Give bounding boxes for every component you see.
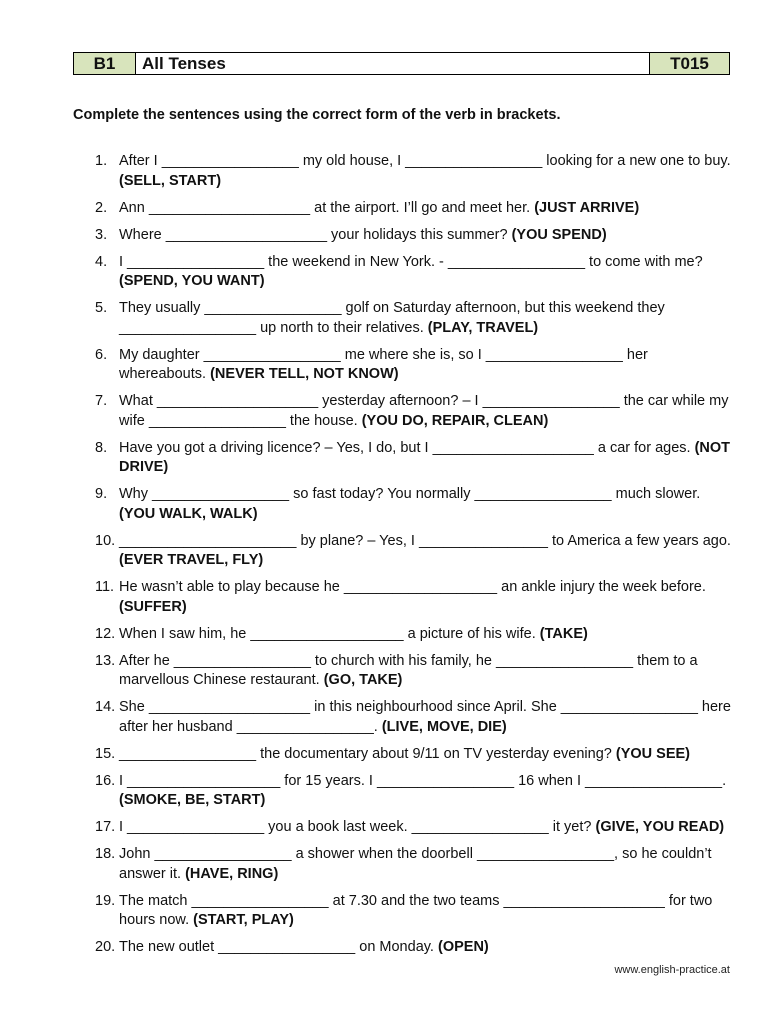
item-number: 12. (95, 625, 116, 642)
sentence-text: Ann ____________________ at the airport. I’ll go and meet her. (119, 199, 531, 216)
exercise-item (95, 892, 735, 931)
sentence-text: After he _________________ to church with his family, he _________________ them to a marvellous Chinese restaurant. (119, 652, 698, 688)
verb-hint: (PLAY, TRAVEL) (427, 319, 539, 336)
exercise-item (95, 578, 735, 617)
item-sentence (119, 392, 735, 431)
exercise-item (95, 226, 735, 246)
item-sentence (119, 485, 735, 524)
sentence-text: _________________ the documentary about 9/11 on TV yesterday evening? (119, 745, 612, 762)
verb-hint: (SMOKE, BE, START) (119, 792, 266, 808)
sentence-text: I ___________________ for 15 years. I _________________ 16 when I _________________. (119, 772, 727, 789)
verb-hint: (LIVE, MOVE, DIE) (381, 718, 507, 735)
verb-hint: (GIVE, YOU READ) (595, 819, 725, 835)
worksheet-title: All Tenses (136, 53, 650, 74)
item-number: 8. (95, 439, 108, 456)
sentence-text: I _________________ you a book last week. _________________ it yet? (119, 819, 592, 835)
sentence-text: The match _________________ at 7.30 and the two teams ____________________ for two hours now. (119, 892, 713, 928)
sentence-text: John _________________ a shower when the doorbell _________________, so he couldn’t answer it. (119, 846, 712, 882)
verb-hint: (GO, TAKE) (323, 672, 403, 688)
item-number: 3. (95, 226, 108, 243)
level-badge: B1 (74, 53, 136, 74)
item-sentence (119, 299, 735, 338)
footer-website: www.english-practice.at (614, 964, 730, 976)
verb-hint: (SPEND, YOU WANT) (119, 273, 265, 289)
item-sentence (119, 652, 735, 691)
verb-hint: (NEVER TELL, NOT KNOW) (210, 366, 399, 382)
sentence-text: She ____________________ in this neighbourhood since April. She _________________ here after her husband _________________. (119, 699, 731, 735)
item-number: 9. (95, 486, 108, 502)
item-sentence (119, 578, 735, 617)
exercise-item (95, 346, 735, 385)
sentence-text: Where ____________________ your holidays this summer? (119, 226, 508, 243)
item-sentence (119, 152, 735, 191)
worksheet-code: T015 (650, 53, 729, 74)
item-number: 16. (95, 772, 116, 789)
verb-hint: (SELL, START) (119, 172, 222, 189)
item-sentence (119, 226, 735, 246)
exercise-item (95, 152, 735, 191)
item-number: 7. (95, 393, 108, 409)
verb-hint: (TAKE) (539, 625, 588, 642)
item-sentence (119, 698, 735, 737)
verb-hint: (JUST ARRIVE) (534, 199, 640, 216)
item-sentence (119, 532, 735, 571)
sentence-text: The new outlet _________________ on Monday. (119, 939, 434, 955)
sentence-text: I _________________ the weekend in New York. - _________________ to come with me? (119, 253, 703, 270)
exercise-list (95, 152, 735, 965)
sentence-text: What ____________________ yesterday afternoon? – I _________________ the car while my wife _________________ the house. (119, 393, 729, 429)
sentence-text: My daughter _________________ me where she is, so I _________________ her whereabouts. (119, 346, 648, 382)
verb-hint: (YOU DO, REPAIR, CLEAN) (361, 412, 549, 429)
verb-hint: (EVER TRAVEL, FLY) (119, 552, 264, 568)
exercise-item (95, 532, 735, 571)
sentence-text: They usually _________________ golf on Saturday afternoon, but this weekend they _________________ up north to their relatives. (119, 300, 665, 336)
item-sentence (119, 845, 735, 884)
verb-hint: (YOU SEE) (615, 745, 691, 762)
sentence-text: Why _________________ so fast today? You normally _________________ much slower. (119, 486, 701, 502)
exercise-item (95, 485, 735, 524)
verb-hint: (YOU SPEND) (511, 226, 607, 243)
sentence-text: ______________________ by plane? – Yes, I ________________ to America a few years ago. (119, 532, 731, 549)
item-number: 1. (95, 153, 108, 169)
item-number: 11. (95, 579, 115, 595)
item-sentence (119, 818, 735, 838)
exercise-item (95, 772, 735, 811)
instructions: Complete the sentences using the correct form of the verb in brackets. (73, 107, 561, 123)
exercise-item (95, 818, 735, 838)
exercise-item (95, 439, 735, 478)
item-sentence (119, 346, 735, 385)
verb-hint: (SUFFER) (119, 598, 187, 615)
item-number: 18. (95, 846, 116, 862)
item-number: 19. (95, 892, 116, 909)
item-sentence (119, 745, 735, 765)
exercise-item (95, 745, 735, 765)
sentence-text: When I saw him, he ___________________ a picture of his wife. (119, 625, 536, 642)
exercise-item (95, 845, 735, 884)
sentence-text: Have you got a driving licence? – Yes, I do, but I ____________________ a car for ages. (119, 439, 691, 456)
verb-hint: (START, PLAY) (193, 912, 294, 928)
item-number: 6. (95, 346, 108, 363)
item-number: 13. (95, 652, 116, 669)
sentence-text: After I _________________ my old house, I _________________ looking for a new one to buy. (119, 153, 731, 169)
verb-hint: (NOT DRIVE) (119, 439, 731, 475)
exercise-item (95, 625, 735, 645)
item-sentence (119, 199, 735, 219)
item-sentence (119, 625, 735, 645)
item-sentence (119, 892, 735, 931)
item-sentence (119, 772, 735, 811)
item-number: 5. (95, 300, 108, 316)
verb-hint: (YOU WALK, WALK) (119, 505, 258, 522)
worksheet-header (73, 52, 730, 75)
exercise-item (95, 652, 735, 691)
verb-hint: (HAVE, RING) (185, 865, 279, 882)
exercise-item (95, 253, 735, 292)
verb-hint: (OPEN) (438, 939, 489, 955)
exercise-item (95, 938, 735, 958)
item-sentence (119, 439, 735, 478)
item-number: 4. (95, 253, 108, 270)
sentence-text: He wasn’t able to play because he ___________________ an ankle injury the week before. (119, 579, 706, 595)
item-number: 20. (95, 939, 116, 955)
item-number: 17. (95, 819, 116, 835)
item-number: 15. (95, 745, 116, 762)
exercise-item (95, 299, 735, 338)
item-sentence (119, 938, 735, 958)
item-sentence (119, 253, 735, 292)
item-number: 14. (95, 699, 116, 715)
item-number: 2. (95, 199, 108, 216)
exercise-item (95, 199, 735, 219)
exercise-item (95, 698, 735, 737)
item-number: 10. (95, 532, 116, 549)
exercise-item (95, 392, 735, 431)
